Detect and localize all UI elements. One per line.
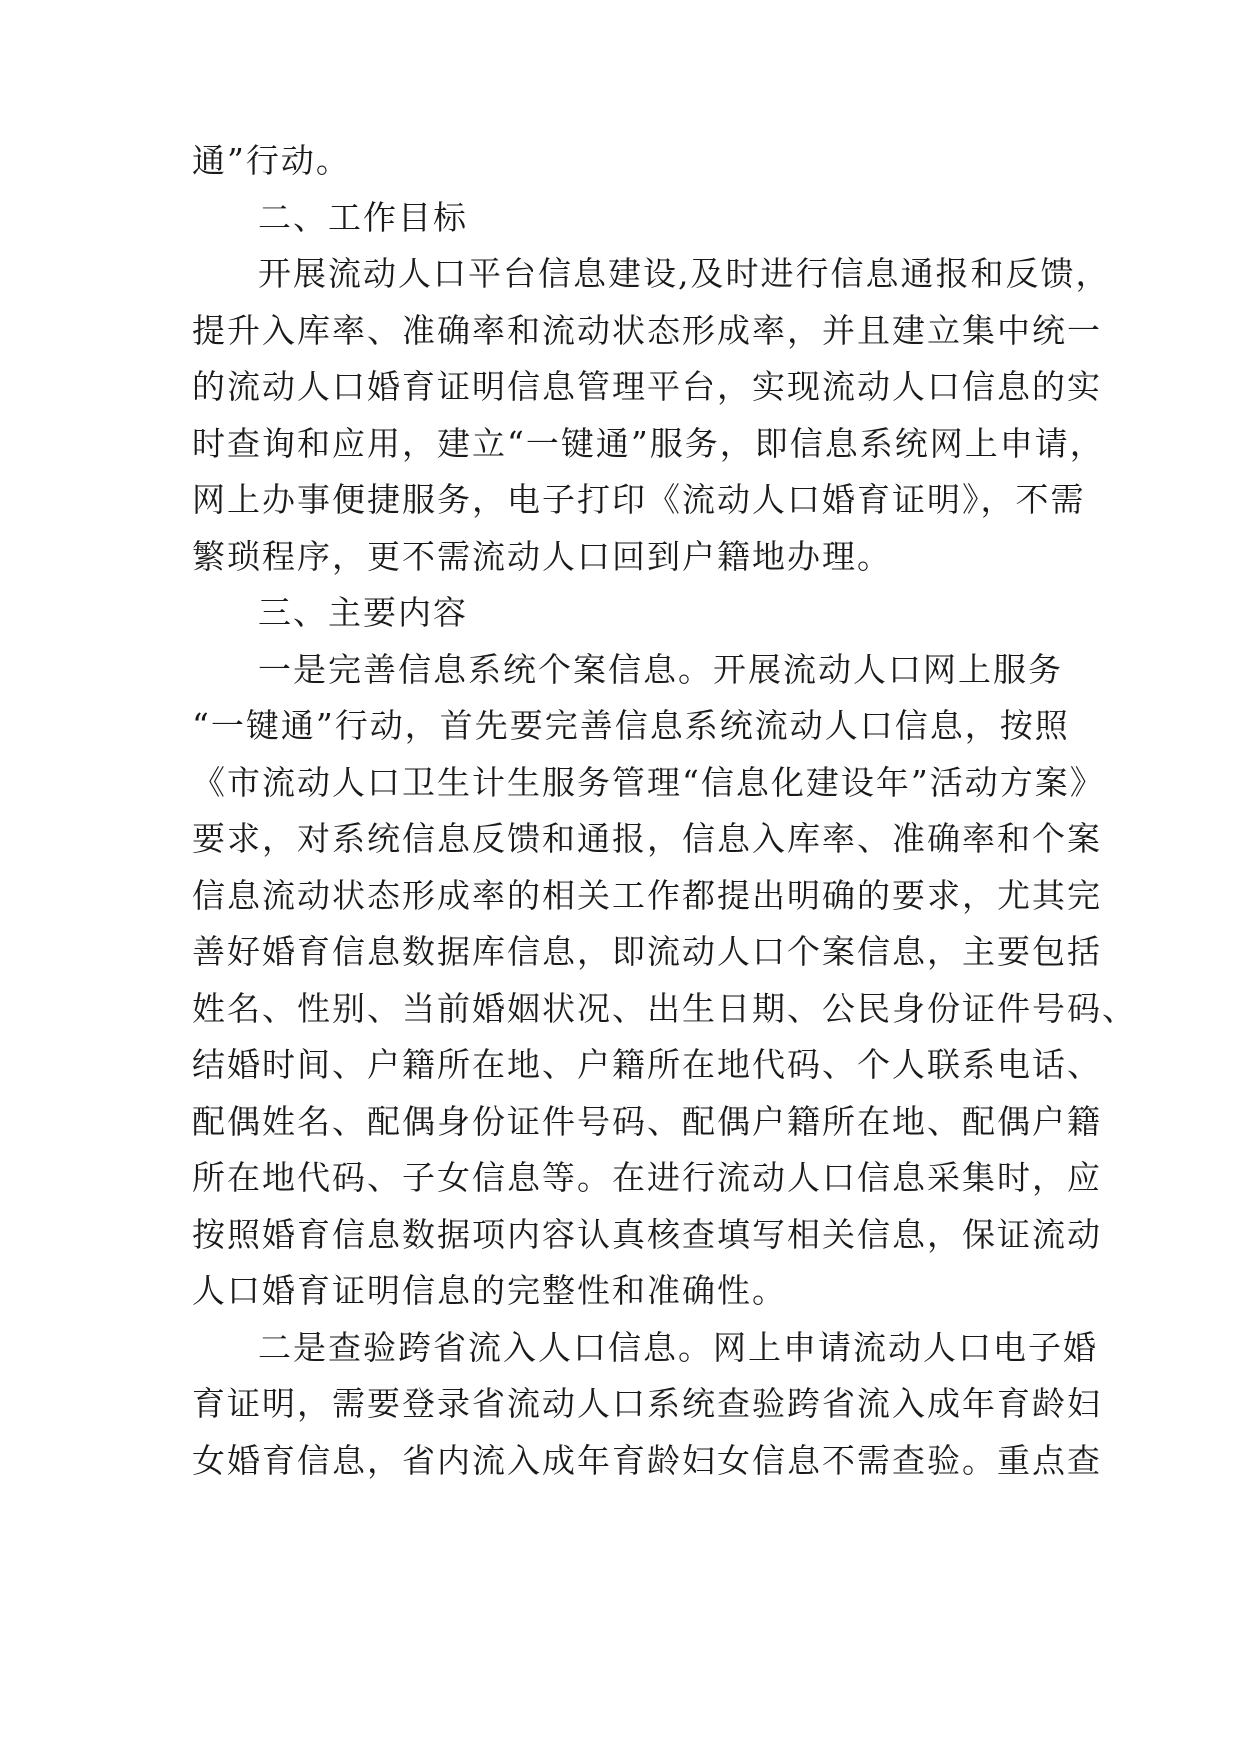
text-line-1: 通”行动。 xyxy=(192,141,351,180)
section-heading-main-content: 三、主要内容 xyxy=(258,593,468,632)
text-line-17: 结婚时间、户籍所在地、户籍所在地代码、个人联系电话、 xyxy=(192,1045,1102,1084)
section-heading-work-goals: 二、工作目标 xyxy=(258,198,468,237)
text-line-8: 繁琐程序，更不需流动人口回到户籍地办理。 xyxy=(192,537,892,576)
text-line-10: 一是完善信息系统个案信息。开展流动人口网上服务 xyxy=(258,650,1063,689)
text-line-7: 网上办事便捷服务，电子打印《流动人口婚育证明》，不需 xyxy=(192,480,1086,519)
text-line-16: 姓名、性别、当前婚姻状况、出生日期、公民身份证件号码、 xyxy=(192,989,1137,1028)
text-line-20: 按照婚育信息数据项内容认真核查填写相关信息，保证流动 xyxy=(192,1215,1102,1254)
text-line-13: 要求，对系统信息反馈和通报，信息入库率、准确率和个案 xyxy=(192,819,1102,858)
text-line-5: 的流动人口婚育证明信息管理平台，实现流动人口信息的实 xyxy=(192,367,1102,406)
text-line-22: 二是查验跨省流入人口信息。网上申请流动人口电子婚 xyxy=(258,1328,1098,1367)
text-line-14: 信息流动状态形成率的相关工作都提出明确的要求，尤其完 xyxy=(192,876,1102,915)
text-line-24: 女婚育信息，省内流入成年育龄妇女信息不需查验。重点查 xyxy=(192,1441,1102,1480)
text-line-18: 配偶姓名、配偶身份证件号码、配偶户籍所在地、配偶户籍 xyxy=(192,1102,1102,1141)
text-line-19: 所在地代码、子女信息等。在进行流动人口信息采集时，应 xyxy=(192,1158,1102,1197)
text-line-6: 时查询和应用，建立“一键通”服务，即信息系统网上申请， xyxy=(192,424,1105,463)
text-line-4: 提升入库率、准确率和流动状态形成率，并且建立集中统一 xyxy=(192,311,1102,350)
text-line-15: 善好婚育信息数据库信息，即流动人口个案信息，主要包括 xyxy=(192,932,1102,971)
text-line-21: 人口婚育证明信息的完整性和准确性。 xyxy=(192,1271,787,1310)
text-line-23: 育证明，需要登录省流动人口系统查验跨省流入成年育龄妇 xyxy=(192,1384,1102,1423)
text-line-11: “一键通”行动，首先要完善信息系统流动人口信息，按照 xyxy=(192,706,1070,745)
text-line-12: 《市流动人口卫生计生服务管理“信息化建设年”活动方案》 xyxy=(192,763,1105,802)
text-line-3: 开展流动人口平台信息建设,及时进行信息通报和反馈， xyxy=(258,254,1111,293)
